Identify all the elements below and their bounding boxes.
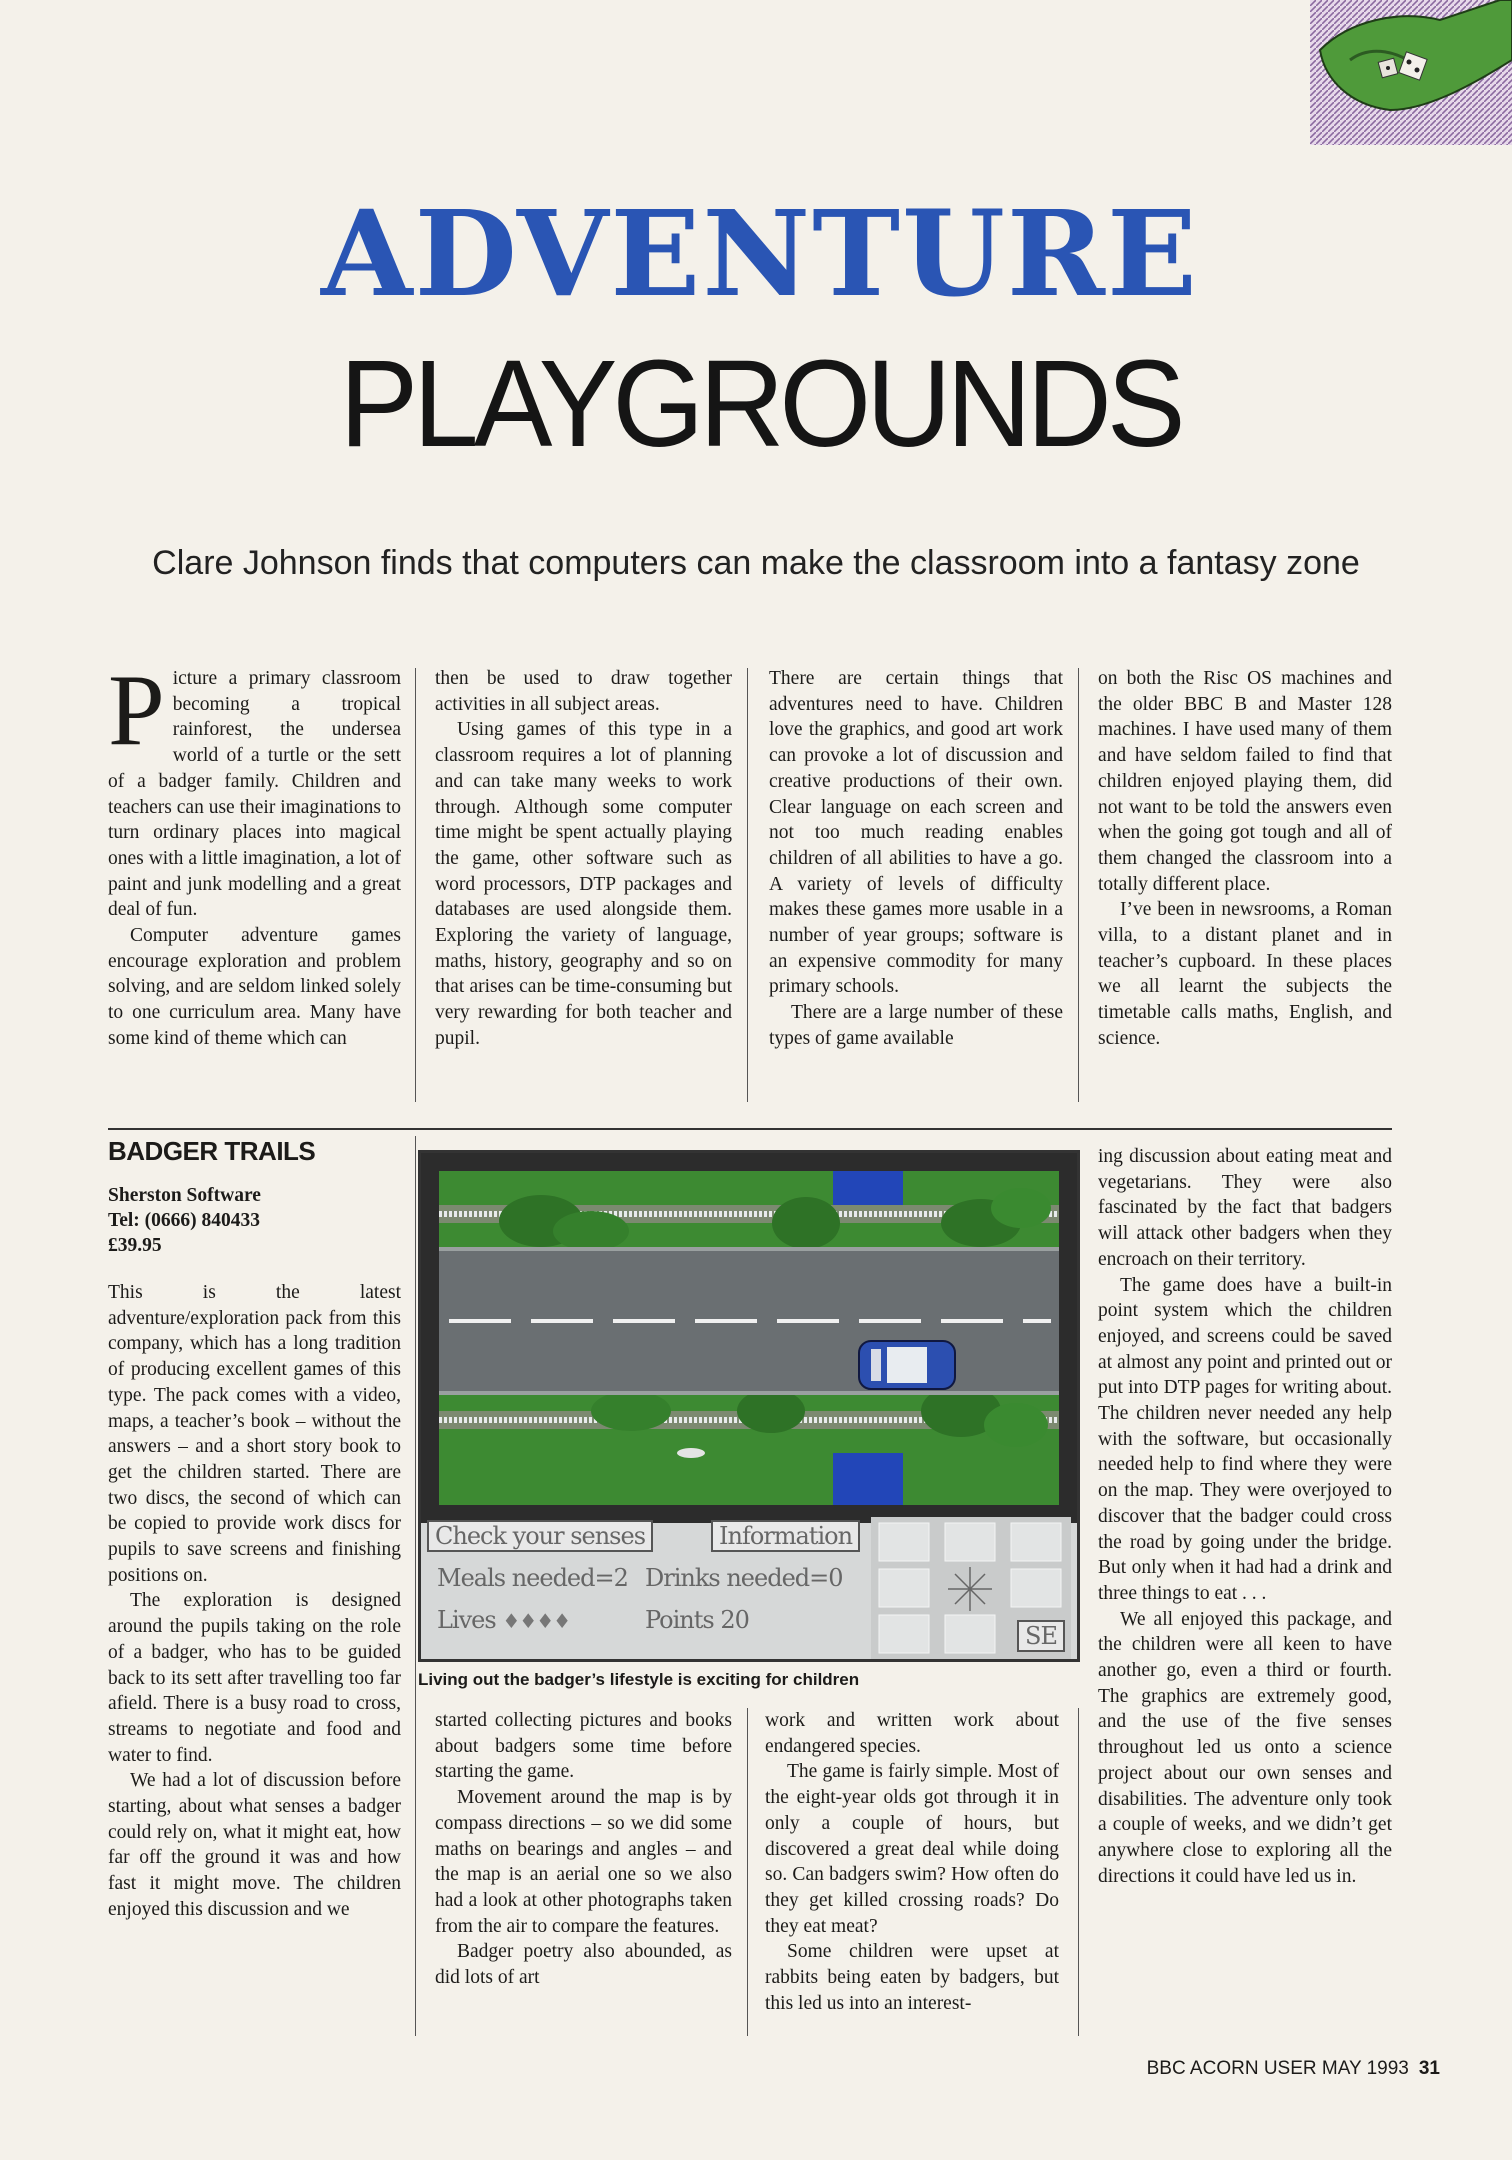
paragraph: We had a lot of discussion before starting, about what senses a badger could rely on, what it might eat, how far off the ground it was and how fast it might move. The children enjoyed this discussion and we (108, 1770, 401, 1920)
paragraph: Movement around the map is by compass directions – so we did some maths on bearings and angles – and the map is an aerial one so we also had a look at other photographs taken from the air to compare the features. (435, 1787, 732, 1937)
paragraph: then be used to draw together activities in all subject areas. (435, 668, 732, 715)
paragraph: work and written work about endangered species. (765, 1710, 1059, 1757)
paragraph: There are a large number of these types of game available (769, 1002, 1063, 1049)
paragraph: We all enjoyed this package, and the children were all keen to have another go, even a third or fourth. The graphics are extremely good, and the use of the five senses throughout led us onto a science project about our own senses and disabilities. The adventure only took a couple of weeks, and we didn’t get anywhere close to exploring all the directions it could have led us in. (1098, 1608, 1392, 1887)
lives-label: Lives (437, 1606, 496, 1634)
points: Points 20 (645, 1606, 749, 1634)
paragraph: The exploration is designed around the pupils taking on the role of a badger, who has to be guided back to its sett after travelling too far afield. There is a busy road to cross, streams to negotiate and food and water to find. (108, 1590, 401, 1766)
lives-icons: ♦♦♦♦ (502, 1609, 571, 1633)
paragraph: on both the Risc OS machines and the older BBC B and Master 128 machines. I have used many of them and have seldom failed to find that children enjoyed playing them, did not want to be told the answers even when the going got tough and all of them changed the classroom into a totally different place. (1098, 668, 1392, 895)
paragraph: The game does have a built-in point system which the children enjoyed, and screens could be saved at almost any point and printed out or put into DTP pages for writing about. The children never needed any help with the software, but occasionally needed help to find where they were on the map. They were overjoyed to discover that the badger could cross the road by going under the bridge. But only when it had had a drink and three things to eat . . . (1098, 1274, 1392, 1604)
meals-needed: Meals needed=2 (437, 1564, 628, 1592)
page-number: 31 (1418, 2058, 1440, 2079)
intro-column-3 (769, 666, 1063, 1052)
column-divider (1078, 668, 1079, 1102)
headline-bottom: PLAYGROUNDS (339, 334, 1181, 474)
screenshot-caption: Living out the badger’s lifestyle is exciting for children (418, 1670, 860, 1689)
review-sidebar (108, 1136, 401, 1923)
review-heading: BADGER TRAILS (108, 1136, 316, 1166)
paragraph: ing discussion about eating meat and vegetarians. They were also fascinated by the fact that badgers will attack other badgers when they encroach on their territory. (1098, 1146, 1392, 1270)
drinks-needed: Drinks needed=0 (645, 1564, 843, 1592)
paragraph: This is the latest adventure/exploration pack from this company, which has a long tradition of producing excellent games of this type. The pack comes with a video, maps, a teacher’s book – without the answers – and a short story book to get the children started. There are two discs, the second of which can be copied to provide work discs for pupils to save screens and finishing positions on. (108, 1282, 401, 1586)
map-view (421, 1153, 1077, 1523)
paragraph: Badger poetry also abounded, as did lots of art (435, 1941, 732, 1989)
column-divider (747, 1708, 748, 2036)
drop-cap: P (108, 654, 165, 767)
paragraph: I’ve been in newsrooms, a Roman villa, to a distant planet and in teacher’s cupboard. In these places we all learnt the subjects the timetable calls maths, English, and science. (1098, 899, 1392, 1049)
game-screenshot (418, 1150, 1080, 1662)
corner-illustration (1310, 0, 1512, 145)
column-divider (415, 1136, 416, 2036)
section-rule (108, 1128, 1392, 1130)
page-footer (1147, 2058, 1440, 2080)
column-divider (747, 668, 748, 1102)
review-column-left (108, 1280, 401, 1923)
headline-top: ADVENTURE (321, 184, 1199, 323)
paragraph: Computer adventure games encourage exploration and problem solving, and are seldom linked solely to one curriculum area. Many have some kind of theme which can (108, 925, 401, 1049)
review-column-right (1098, 1144, 1392, 1889)
intro-column-1 (108, 654, 401, 1052)
column-divider (1078, 1708, 1079, 2036)
magazine-name: BBC ACORN USER MAY 1993 (1146, 2058, 1409, 2079)
intro-column-2 (435, 666, 732, 1052)
publisher: Sherston Software (108, 1185, 261, 1206)
price: £39.95 (108, 1235, 162, 1256)
intro-column-4 (1098, 666, 1392, 1052)
standfirst: Clare Johnson finds that computers can make the classroom into a fantasy zone (152, 544, 1360, 582)
direction-button[interactable]: SE (1017, 1620, 1065, 1652)
paragraph: icture a primary classroom becoming a tropical rainforest, the undersea world of a turtle or the sett of a badger family. Children and teachers can use their imaginations to turn ordinary places into magical ones with a little imagination, a lot of paint and junk modelling and a great deal of fun. (108, 668, 401, 921)
review-column-mid-2 (765, 1708, 1059, 2016)
check-senses-button[interactable]: Check your senses (427, 1520, 653, 1552)
paragraph: started collecting pictures and books about badgers some time before starting the game. (435, 1710, 732, 1783)
column-divider (415, 668, 416, 1102)
paragraph: Some children were upset at rabbits being eaten by badgers, but this led us into an interest- (765, 1941, 1059, 2014)
information-button[interactable]: Information (711, 1520, 860, 1552)
paragraph: There are certain things that adventures need to have. Children love the graphics, and good art work can provoke a lot of discussion and creative productions of their own. Clear language on each screen and not too much reading enables children of all abilities to have a go. A variety of levels of difficulty makes these games more usable in a number of year groups; software is an expensive commodity for many primary schools. (769, 668, 1063, 998)
review-column-mid-1 (435, 1708, 732, 1991)
paragraph: The game is fairly simple. Most of the eight-year olds got through it in only a couple of hours, but discovered a great deal while doing so. Can badgers swim? How often do they get killed crossing roads? Do they eat meat? (765, 1761, 1059, 1937)
phone: Tel: (0666) 840433 (108, 1210, 261, 1231)
paragraph: Using games of this type in a classroom requires a lot of planning and can take many weeks to work through. Although some computer time might be spent actually playing the game, other software such as word processors, DTP packages and databases are used alongside them. Exploring the variety of language, maths, history, geography and so on that arises can be time-consuming but very rewarding for both teacher and pupil. (435, 719, 732, 1049)
